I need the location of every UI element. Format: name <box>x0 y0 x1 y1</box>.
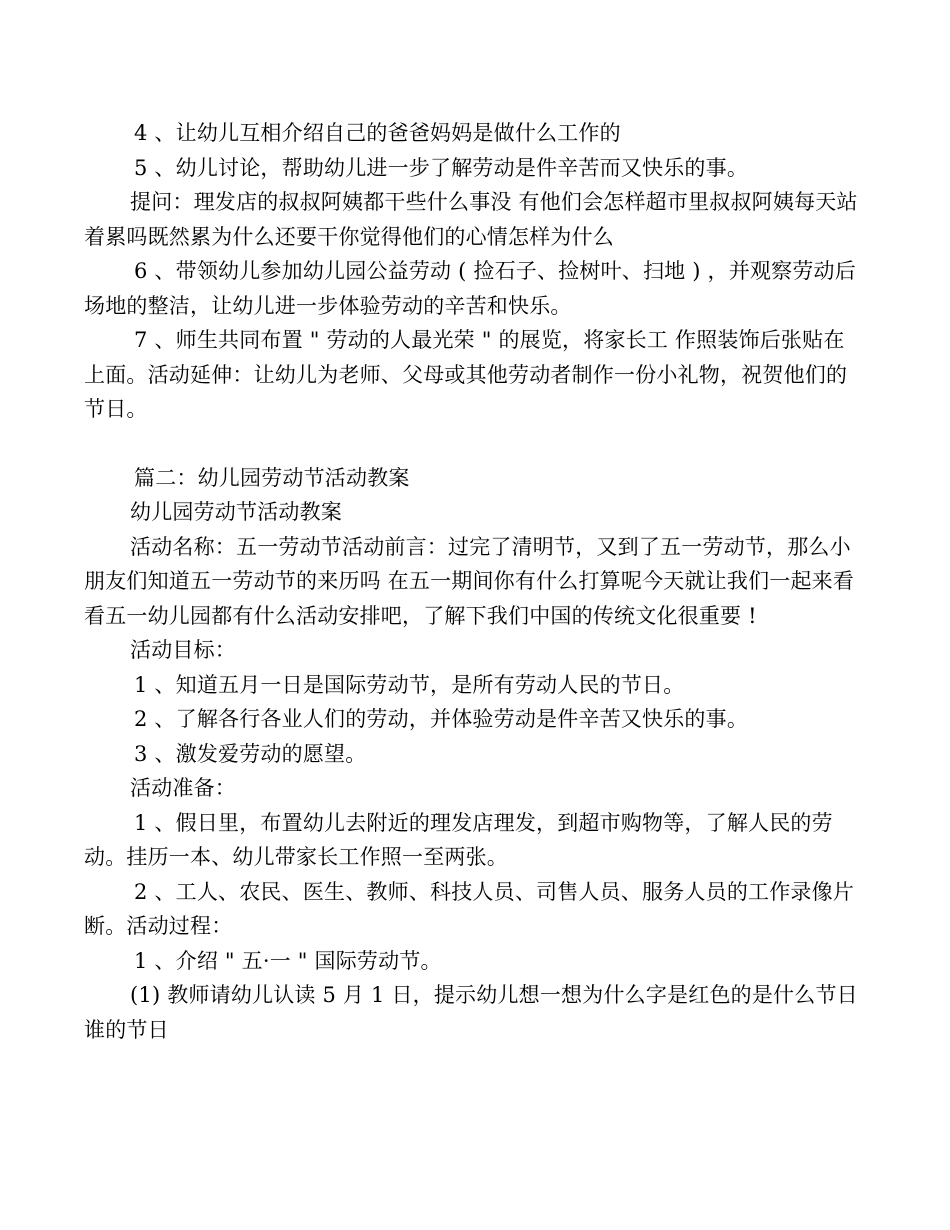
paragraph-item-5: 5 、幼儿讨论，帮助幼儿进一步了解劳动是件辛苦而又快乐的事。 <box>134 155 749 180</box>
document-title: 幼儿园劳动节活动教案 <box>130 500 342 524</box>
preparation-item-1: 1 、假日里，布置幼儿去附近的理发店理发，到超市购物等，了解人民的劳动。挂历一本、幼儿带家长工作照一至两张。 <box>84 810 833 869</box>
section-gap <box>84 427 860 461</box>
activity-name-paragraph: 活动名称：五一劳动节活动前言：过完了清明节，又到了五一劳动节，那么小朋友们知道五一劳动节的来历吗 在五一期间你有什么打算呢今天就让我们一起来看看五一幼儿园都有什么活动安排吧，了解下我们中国的传统文化很重要 ! <box>84 534 855 628</box>
goal-item-2: 2 、了解各行各业人们的劳动，并体验劳动是件辛苦又快乐的事。 <box>134 707 749 731</box>
document-page <box>84 116 860 1047</box>
paragraph-item-4: 4 、让幼儿互相介绍自己的爸爸妈妈是做什么工作的 <box>134 121 621 145</box>
goal-item-3: 3 、激发爱劳动的愿望。 <box>134 741 367 766</box>
preparation-heading: 活动准备： <box>130 776 236 800</box>
paragraph-question: 提问：理发店的叔叔阿姨都干些什么事没 有他们会怎样超市里叔叔阿姨每天站着累吗既然累为什么还要干你觉得他们的心情怎样为什么 <box>84 190 858 249</box>
paragraph-item-6: 6 、带领幼儿参加幼儿园公益劳动 ( 捡石子、捡树叶、扫地 ) ，并观察劳动后场地的整洁，让幼儿进一步体验劳动的辛苦和快乐。 <box>84 259 856 318</box>
process-item-1: 1 、介绍 " 五·一 " 国际劳动节。 <box>134 948 442 973</box>
paragraph-item-7: 7 、师生共同布置 " 劳动的人最光荣 " 的展览，将家长工 作照装饰后张贴在上面。活动延伸：让幼儿为老师、父母或其他劳动者制作一份小礼物，祝贺他们的节日。 <box>84 328 848 421</box>
goal-item-1: 1 、知道五月一日是国际劳动节，是所有劳动人民的节日。 <box>134 672 685 697</box>
process-subitem-1: (1) 教师请幼儿认读 5 月 1 日，提示幼儿想一想为什么字是红色的是什么节日谁的节日 <box>84 983 858 1042</box>
preparation-item-2: 2 、工人、农民、医生、教师、科技人员、司售人员、服务人员的工作录像片断。活动过程： <box>84 879 855 938</box>
goals-heading: 活动目标： <box>130 638 236 662</box>
section-heading: 篇二：幼儿园劳动节活动教案 <box>134 465 410 490</box>
